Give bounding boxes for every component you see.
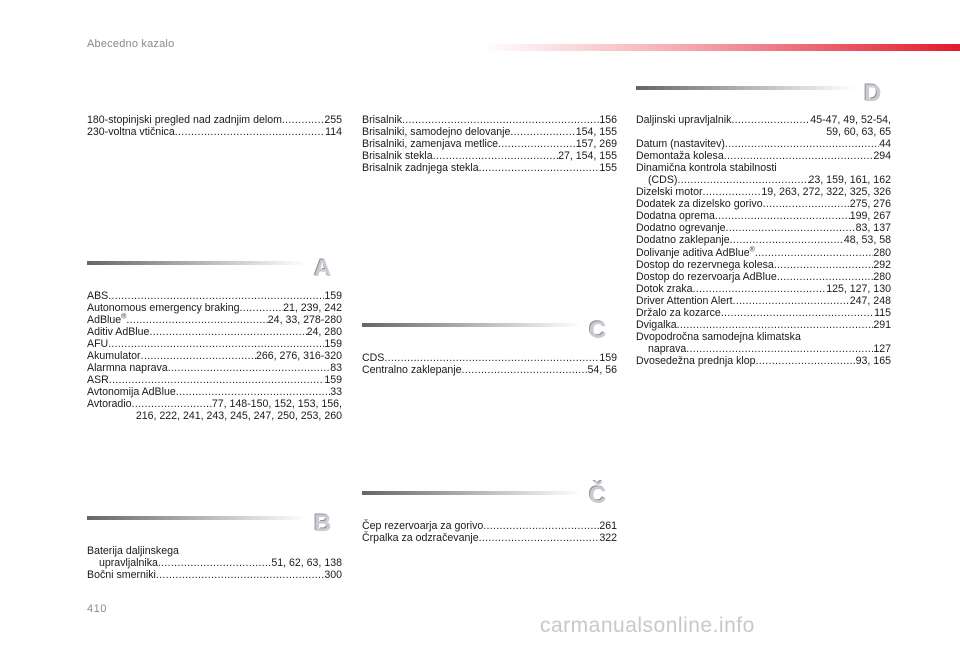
index-entry: Dvigalka ..... 291: [636, 319, 891, 331]
index-entry: Brisalnik zadnjega stekla ..... 155: [362, 162, 617, 174]
section-divider-cc: [362, 491, 582, 495]
index-entry: Driver Attention Alert ..... 247, 248: [636, 295, 891, 307]
index-entry: Črpalka za odzračevanje ..... 322: [362, 532, 617, 544]
section-divider-a: [87, 261, 307, 265]
watermark-text: carmanualsonline.info: [540, 614, 755, 637]
index-entry: AdBlue® ..... 24, 33, 278-280: [87, 314, 342, 326]
index-entry: Dostop do rezervoarja AdBlue ..... 280: [636, 271, 891, 283]
index-entry-continuation: naprava ..... 127: [636, 343, 891, 355]
index-entry: ASR ..... 159: [87, 374, 342, 386]
index-entry: Avtonomija AdBlue ..... 33: [87, 386, 342, 398]
index-entry-continuation: 59, 60, 63, 65: [826, 126, 891, 139]
header-accent-bar: [480, 44, 960, 51]
index-list-b: [87, 545, 342, 581]
index-list-c: [362, 352, 617, 376]
index-entry: Dodatno zaklepanje ..... 48, 53, 58: [636, 234, 891, 246]
index-list-d: [636, 114, 891, 367]
section-divider-c: [362, 323, 582, 327]
section-divider-b: [87, 516, 307, 520]
index-entry-continuation: (CDS) ..... 23, 159, 161, 162: [636, 174, 891, 186]
index-entry: Dostop do rezervnega kolesa ..... 292: [636, 259, 891, 271]
index-entry: Bočni smerniki ..... 300: [87, 569, 342, 581]
index-entry: Demontaža kolesa ..... 294: [636, 150, 891, 162]
index-entry: Daljinski upravljalnik ..... 45-47, 49, 52-54,: [636, 114, 891, 126]
index-entry: 180-stopinjski pregled nad zadnjim delom ..... 255: [87, 114, 342, 126]
index-entry: Avtoradio ..... 77, 148-150, 152, 153, 156,: [87, 398, 342, 410]
index-entry: ABS ..... 159: [87, 290, 342, 302]
index-entry: Dodatek za dizelsko gorivo ..... 275, 276: [636, 198, 891, 210]
section-letter-d: D: [864, 80, 882, 107]
index-list-brisalnik: [362, 114, 617, 174]
section-divider-d: [636, 86, 856, 90]
index-entry: Autonomous emergency braking ..... 21, 239, 242: [87, 302, 342, 314]
index-entry: Dizelski motor ..... 19, 263, 272, 322, 325, 326: [636, 186, 891, 198]
index-entry: Aditiv AdBlue ..... 24, 280: [87, 326, 342, 338]
index-entry: Dodatna oprema ..... 199, 267: [636, 210, 891, 222]
index-entry: Centralno zaklepanje ..... 54, 56: [362, 364, 617, 376]
index-list-numeric: [87, 114, 342, 138]
index-entry: Dvopodročna samodejna klimatska: [636, 330, 801, 343]
index-list-a: [87, 290, 342, 423]
page-header-title: Abecedno kazalo: [87, 38, 175, 50]
index-entry: 230-voltna vtičnica ..... 114: [87, 126, 342, 138]
section-letter-c: C: [589, 317, 607, 344]
index-entry-continuation: upravljalnika ..... 51, 62, 63, 138: [87, 557, 342, 569]
index-entry: Držalo za kozarce ..... 115: [636, 307, 891, 319]
index-entry: Brisalnik stekla ..... 27, 154, 155: [362, 150, 617, 162]
index-entry: Brisalnik ..... 156: [362, 114, 617, 126]
index-entry-continuation: 216, 222, 241, 243, 245, 247, 250, 253, 260: [135, 410, 342, 423]
section-letter-a: A: [314, 255, 332, 282]
index-entry: Alarmna naprava ..... 83: [87, 362, 342, 374]
section-letter-cc: Č: [589, 482, 607, 509]
index-entry: Brisalniki, samodejno delovanje ..... 154, 155: [362, 126, 617, 138]
index-entry: Dinamična kontrola stabilnosti: [636, 162, 777, 175]
index-list-cc: [362, 520, 617, 544]
index-entry: Dodatno ogrevanje ..... 83, 137: [636, 222, 891, 234]
index-entry: Dolivanje aditiva AdBlue® ..... 280: [636, 247, 891, 259]
index-entry: Baterija daljinskega: [87, 545, 179, 557]
index-entry: Čep rezervoarja za gorivo ..... 261: [362, 520, 617, 532]
index-entry: CDS ..... 159: [362, 352, 617, 364]
index-entry: Dotok zraka ..... 125, 127, 130: [636, 283, 891, 295]
section-letter-b: B: [314, 510, 332, 537]
index-entry: AFU ..... 159: [87, 338, 342, 350]
index-entry: Akumulator ..... 266, 276, 316-320: [87, 350, 342, 362]
index-entry: Brisalniki, zamenjava metlice ..... 157, 269: [362, 138, 617, 150]
index-entry: Datum (nastavitev) ..... 44: [636, 138, 891, 150]
index-entry: Dvosedežna prednja klop ..... 93, 165: [636, 355, 891, 367]
page-number: 410: [87, 603, 107, 615]
